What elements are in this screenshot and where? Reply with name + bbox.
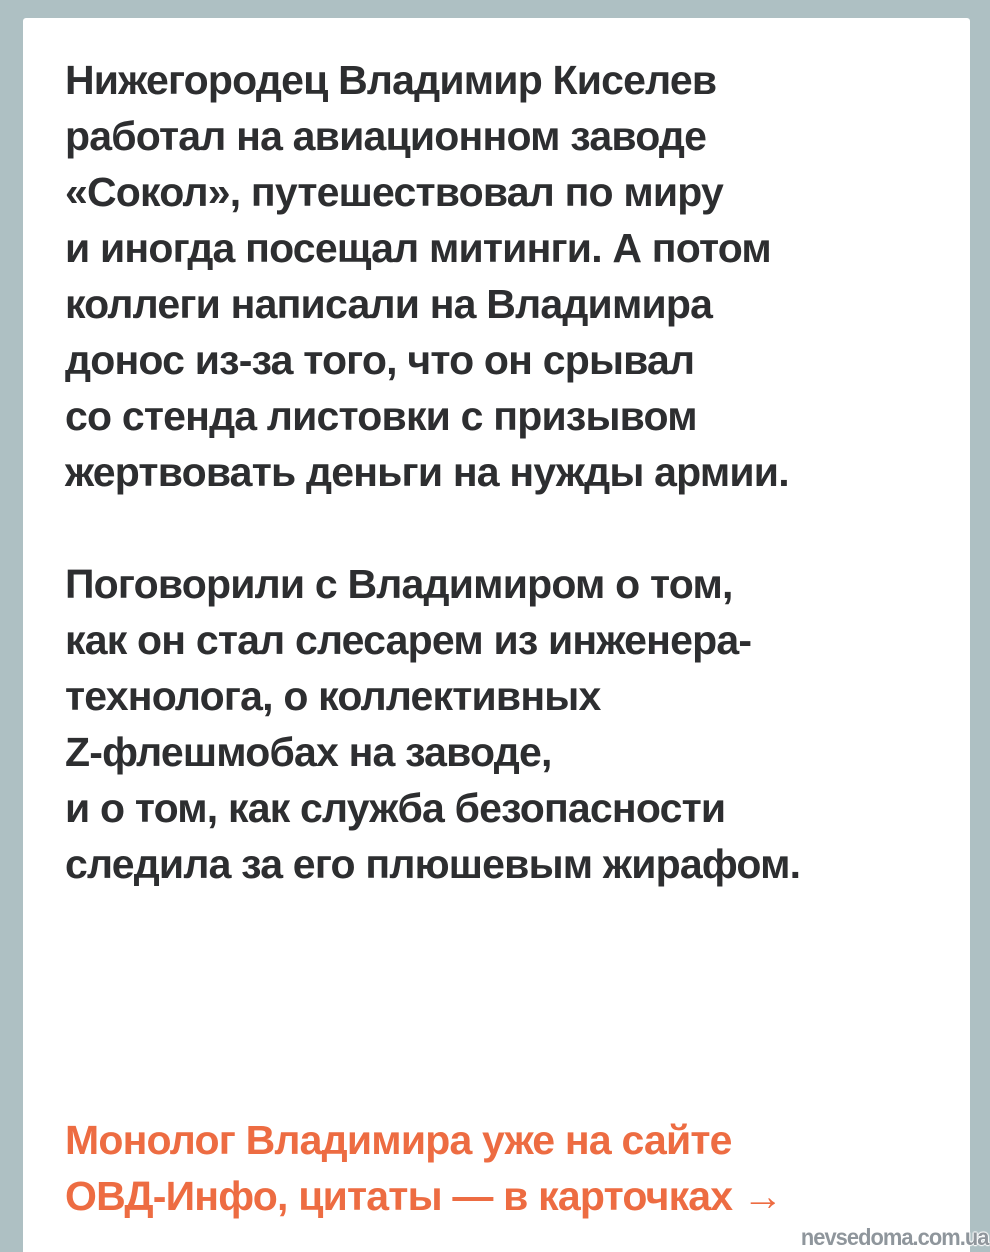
cta-line-text[interactable]: ОВД-Инфо, цитаты — в карточках bbox=[65, 1173, 733, 1219]
text-line: жертвовать деньги на нужды армии. bbox=[65, 449, 789, 495]
text-line: коллеги написали на Владимира bbox=[65, 281, 713, 327]
cta-line[interactable]: Монолог Владимира уже на сайте bbox=[65, 1117, 732, 1163]
text-line: «Сокол», путешествовал по миру bbox=[65, 169, 724, 215]
text-line: и иногда посещал митинги. А потом bbox=[65, 225, 771, 271]
article-card bbox=[23, 18, 970, 1252]
text-line: Z-флешмобах на заводе, bbox=[65, 729, 552, 775]
text-line: как он стал слесарем из инженера- bbox=[65, 617, 752, 663]
text-line: Поговорили с Владимиром о том, bbox=[65, 561, 733, 607]
text-line: работал на авиационном заводе bbox=[65, 113, 707, 159]
paragraph-1 bbox=[65, 52, 940, 500]
watermark: nevsedoma.com.ua bbox=[800, 1224, 988, 1250]
cta-link[interactable] bbox=[65, 1112, 940, 1224]
cta-line[interactable] bbox=[65, 1168, 940, 1224]
text-line: следила за его плюшевым жирафом. bbox=[65, 841, 801, 887]
text-line: и о том, как служба безопасности bbox=[65, 785, 726, 831]
text-line: технолога, о коллективных bbox=[65, 673, 601, 719]
paragraph-2 bbox=[65, 556, 940, 892]
text-line: донос из-за того, что он срывал bbox=[65, 337, 695, 383]
text-line: Нижегородец Владимир Киселев bbox=[65, 57, 717, 103]
arrow-right-icon[interactable]: → bbox=[742, 1173, 783, 1219]
text-line: со стенда листовки с призывом bbox=[65, 393, 697, 439]
